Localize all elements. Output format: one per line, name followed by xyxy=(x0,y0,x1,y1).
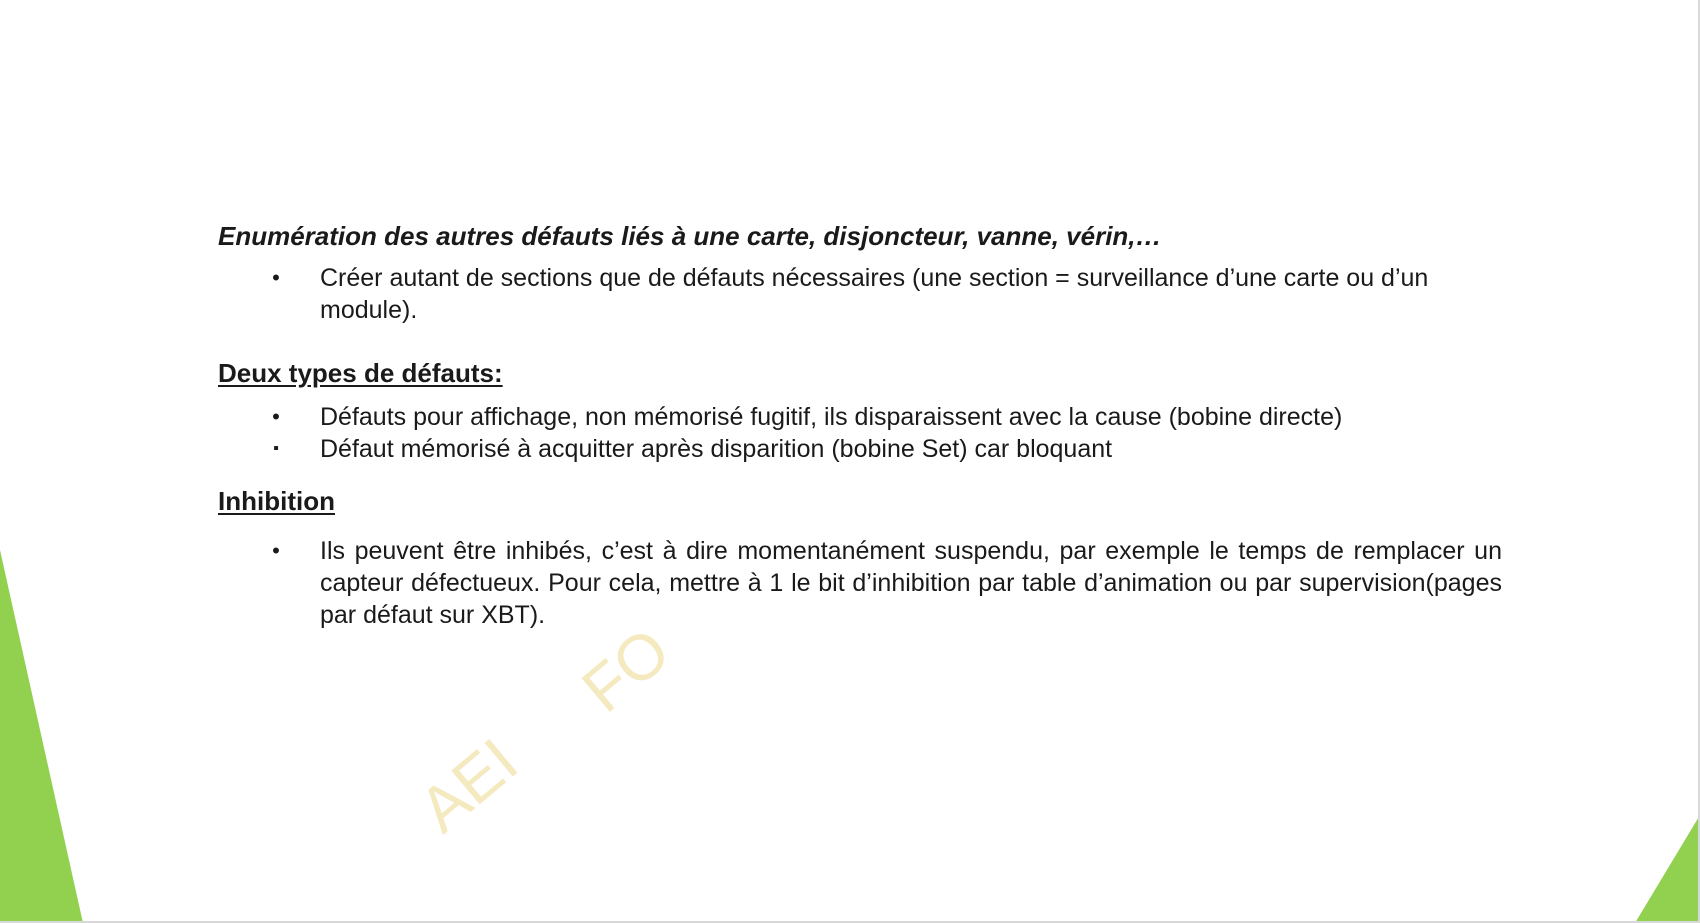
list-item xyxy=(272,262,1480,326)
list-item xyxy=(273,433,1502,465)
inhibition-list xyxy=(272,535,1502,631)
list-item xyxy=(272,535,1502,631)
list-item-text: Créer autant de sections que de défauts nécessaires (une section = surveillance d’une carte ou d’un module). xyxy=(320,264,1429,324)
section-title-deux-types: Deux types de défauts: xyxy=(218,358,503,388)
list-item-text: Défaut mémorisé à acquitter après disparition (bobine Set) car bloquant xyxy=(320,435,1113,463)
list-item-text: Défauts pour affichage, non mémorisé fugitif, ils disparaissent avec la cause (bobine directe) xyxy=(320,403,1343,431)
watermark-fo: FO xyxy=(568,613,684,726)
left-green-triangle xyxy=(0,550,83,923)
list-item-text: Ils peuvent être inhibés, c’est à dire momentanément suspendu, par exemple le temps de remplacer un capteur défectueux. Pour cela, mettre à 1 le bit d’inhibition par table d’animation ou par supervision(pages par défaut sur XBT). xyxy=(320,537,1502,629)
types-list xyxy=(272,401,1502,465)
bullet-dot-icon: • xyxy=(272,404,280,429)
right-green-triangle xyxy=(1635,815,1700,923)
section-title-inhibition: Inhibition xyxy=(218,486,335,516)
watermark-aei: AEI xyxy=(405,724,531,846)
bullet-square-icon: ▪ xyxy=(273,440,279,457)
enumeration-list xyxy=(272,262,1480,326)
bullet-dot-icon: • xyxy=(272,265,280,290)
list-item xyxy=(272,401,1502,433)
section-title-enumeration: Enumération des autres défauts liés à une carte, disjoncteur, vanne, vérin,… xyxy=(218,221,1162,251)
bullet-dot-icon: • xyxy=(272,538,280,563)
